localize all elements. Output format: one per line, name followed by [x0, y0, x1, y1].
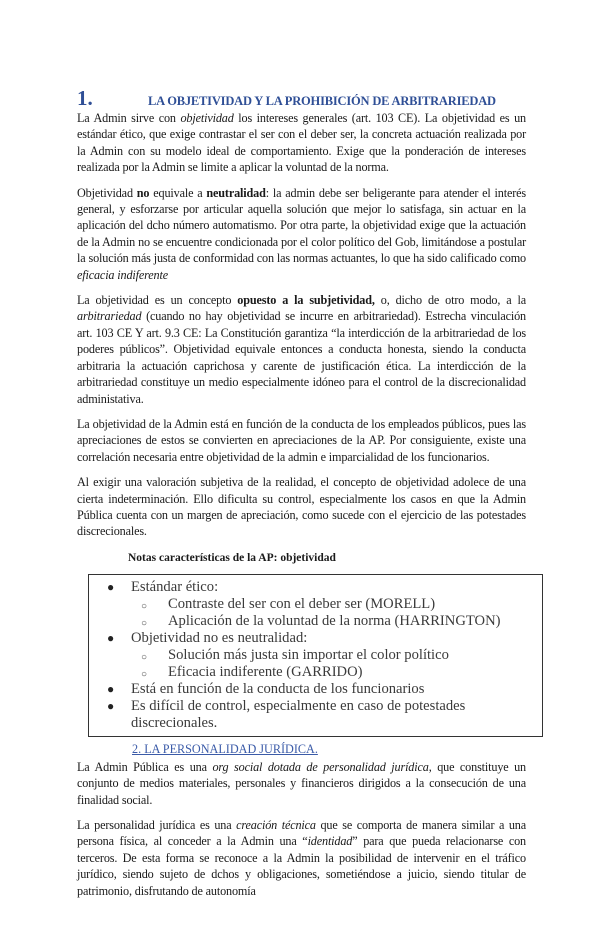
- list-item: [89, 630, 538, 647]
- list-item: [89, 613, 538, 630]
- bullet-icon: ●: [107, 698, 115, 713]
- bullet-icon: ●: [107, 630, 115, 645]
- paragraph: [77, 185, 526, 283]
- notes-box: [88, 574, 543, 737]
- text-bold: neutralidad: [206, 185, 266, 200]
- paragraph: [77, 292, 526, 407]
- text-italic: creación técnica: [236, 817, 316, 832]
- text-bold: opuesto a la subjetividad,: [237, 293, 375, 308]
- bullet-icon: ●: [107, 681, 115, 696]
- list-item: [89, 647, 538, 664]
- list-item: [89, 698, 538, 732]
- paragraph: La objetividad de la Admin está en función de la conducta de los empleados públicos, pues las apreciaciones de estos se convierten en apreciaciones de la AP. Por consiguiente, existe una correlación necesaria entre objetividad de la admin e imparcialidad de los funcionarios.: [77, 416, 526, 464]
- text: (cuando no hay objetividad se incurre en arbitrariedad). Estrecha vinculación art. 103 CE Y art. 9.3 CE: La Constitución garantiza “la interdicción de la arbitrariedad de los poderes públicos”. Objetividad equivale entonces a conducta honesta, siendo la conducta arbitraria la actuación caprichosa y carente de justificación ética. La interdicción de la arbitrariedad constituye un medio especialmente idóneo para el control de la discrecionalidad administativa.: [77, 309, 526, 406]
- text: Objetividad: [77, 185, 137, 200]
- text: o, dicho de otro modo, a la: [374, 293, 526, 308]
- text-italic: org social dotada de personalidad jurídica: [212, 759, 429, 774]
- list-item-text: Solución más justa sin importar el color político: [168, 646, 449, 663]
- text: , que constituye un conjunto de medios materiales, personales y financieros dirigidos a la consecución de una finalidad social.: [77, 759, 526, 807]
- list-item-text: Eficacia indiferente (GARRIDO): [168, 663, 363, 680]
- paragraph: [77, 759, 526, 808]
- sub-bullet-icon: ○: [141, 668, 148, 680]
- text-bold: no: [136, 185, 150, 200]
- section-title: LA OBJETIVIDAD Y LA PROHIBICIÓN DE ARBITRARIEDAD: [148, 94, 496, 108]
- list-item-text: Aplicación de la voluntad de la norma (HARRINGTON): [168, 612, 501, 629]
- sub-bullet-icon: ○: [141, 651, 148, 663]
- paragraph: [77, 817, 526, 899]
- text: La objetividad es un concepto: [77, 293, 238, 308]
- text: La Admin sirve con: [77, 111, 181, 125]
- text-italic: objetividad: [180, 111, 234, 125]
- section-number: 1.: [77, 86, 93, 110]
- list-item: [89, 579, 538, 596]
- text: La personalidad jurídica es una: [77, 817, 237, 832]
- text: equivale a: [149, 185, 207, 200]
- bullet-icon: ●: [107, 579, 115, 594]
- section-heading: [77, 86, 526, 110]
- sub-bullet-icon: ○: [141, 600, 148, 612]
- list-item: [89, 596, 538, 613]
- list-item-text: Objetividad no es neutralidad:: [131, 629, 308, 646]
- list-item-text: Contraste del ser con el deber ser (MORELL): [168, 595, 436, 612]
- paragraph: [77, 110, 526, 176]
- list-item-text: Estándar ético:: [131, 578, 219, 595]
- section-2-heading-link[interactable]: 2. LA PERSONALIDAD JURÍDICA.: [132, 741, 318, 756]
- text: ” para que pueda relacionarse con terceros. De esta forma se reconoce a la Admin la posibilidad de intervenir en el tráfico jurídico, siendo sujeto de dchos y obligaciones, sometiéndose a juicio, siendo titular de patrimonio, disfrutando de autonomía: [77, 834, 526, 898]
- list-item: [89, 681, 538, 698]
- text-italic: eficacia indiferente: [77, 267, 168, 282]
- text-italic: identidad: [307, 834, 353, 849]
- text-italic: arbitrariedad: [77, 309, 142, 324]
- text: : la admin debe ser beligerante para atender el interés general, y esforzarse por articular aquella solución que mejor lo satisfaga, sin actuar en la aplicación del dcho número automatismo. Por otra parte, la objetividad exige que la actuación de la Admin no se encuentre condicionada por el color político del Gob, limitándose a postular la solución más justa de conformidad con las normas actuantes, lo que ha sido calificado como: [77, 185, 526, 266]
- list-item-text: Está en función de la conducta de los funcionarios: [131, 680, 425, 697]
- text: los intereses generales (art. 103 CE). La objetividad es un estándar ético, que exige contrastar el ser con el deber ser, la concreta actuación realizada por la Admin con su modelo ideal de comportamiento. Exige que la ponderación de intereses realizada por la Admin se limite a aplicar la voluntad de la norma.: [77, 111, 526, 175]
- sub-bullet-icon: ○: [141, 617, 148, 629]
- paragraph: Al exigir una valoración subjetiva de la realidad, el concepto de objetividad adolece de una cierta indeterminación. Ello dificulta su control, especialmente los casos en que la Admin Pública cuenta con un margen de apreciación, como sucede con el ejercicio de las potestades discrecionales.: [77, 475, 526, 539]
- text: La Admin Pública es una: [77, 759, 213, 774]
- list-item: [89, 664, 538, 681]
- list-item-text: Es difícil de control, especialmente en caso de potestades discrecionales.: [131, 697, 466, 731]
- notes-title: Notas características de la AP: objetividad: [128, 551, 336, 564]
- text: que se comporta de manera similar a una persona física, al conceder a la Admin una “: [77, 817, 526, 849]
